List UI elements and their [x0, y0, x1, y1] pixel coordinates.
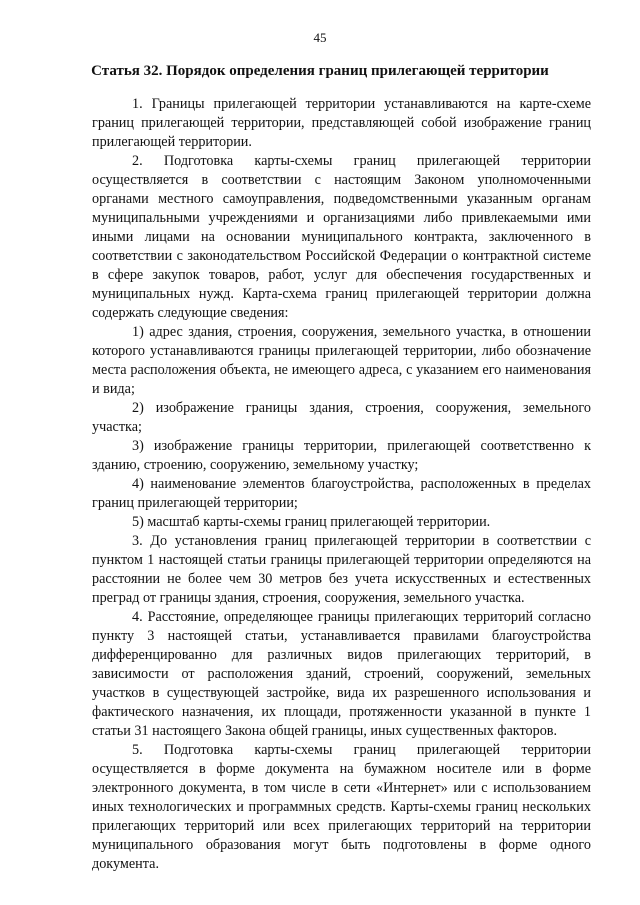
paragraph-item-4: 4) наименование элементов благоустройства, расположенных в пределах границ прилегающей территории; [92, 476, 591, 511]
paragraph-clause-3: 3. До установления границ прилегающей территории в соответствии с пунктом 1 настоящей статьи границы прилегающей территории определяются на расстоянии не более чем 30 метров без учета искусственных и естественных преград от границы здания, строения, сооружения, земельного участка. [92, 533, 591, 606]
article-title: Статья 32. Порядок определения границ прилегающей территории [91, 63, 549, 79]
paragraph-item-5: 5) масштаб карты-схемы границ прилегающей территории. [132, 514, 491, 530]
paragraph-item-2: 2) изображение границы здания, строения, сооружения, земельного участка; [92, 400, 591, 435]
document-body [92, 95, 591, 874]
page-number: 45 [313, 30, 327, 45]
paragraph-item-3: 3) изображение границы территории, прилегающей соответственно к зданию, строению, сооружению, земельному участку; [92, 438, 591, 473]
paragraph-clause-5: 5. Подготовка карты-схемы границ прилегающей территории осуществляется в форме документа на бумажном носителе или в форме электронного документа, в том числе в сети «Интернет» или с использованием иных технологических и программных средств. Карты-схемы границ нескольких прилегающих территорий или всех прилегающих территорий на территории муниципального образования могут быть подготовлены в форме одного документа. [92, 742, 591, 872]
paragraph-clause-2: 2. Подготовка карты-схемы границ прилегающей территории осуществляется в соответствии с настоящим Законом уполномоченными органами местного самоуправления, подведомственными указанным органам муниципальными учреждениями и организациями либо привлекаемыми ими иными лицами на основании муниципального контракта, заключенного в соответствии с законодательством Российской Федерации о контрактной системе в сфере закупок товаров, работ, услуг для обеспечения государственных и муниципальных нужд. Карта-схема границ прилегающей территории должна содержать следующие сведения: [92, 153, 591, 321]
paragraph-item-1: 1) адрес здания, строения, сооружения, земельного участка, в отношении которого устанавливаются границы прилегающей территории, либо обозначение места расположения объекта, не имеющего адреса, с указанием его наименования и вида; [92, 324, 591, 397]
paragraph-clause-1: 1. Границы прилегающей территории устанавливаются на карте-схеме границ прилегающей территории, представляющей собой изображение границ прилегающей территории. [92, 96, 591, 150]
paragraph-clause-4: 4. Расстояние, определяющее границы прилегающих территорий согласно пункту 3 настоящей статьи, устанавливается правилами благоустройства дифференцированно для различных видов прилегающих территорий, в зависимости от расположения зданий, строений, сооружений, земельных участков в существующей застройке, вида их разрешенного использования и фактического назначения, их площади, протяженности указанной в пункте 1 статьи 31 настоящего Закона общей границы, иных существенных факторов. [92, 609, 591, 739]
